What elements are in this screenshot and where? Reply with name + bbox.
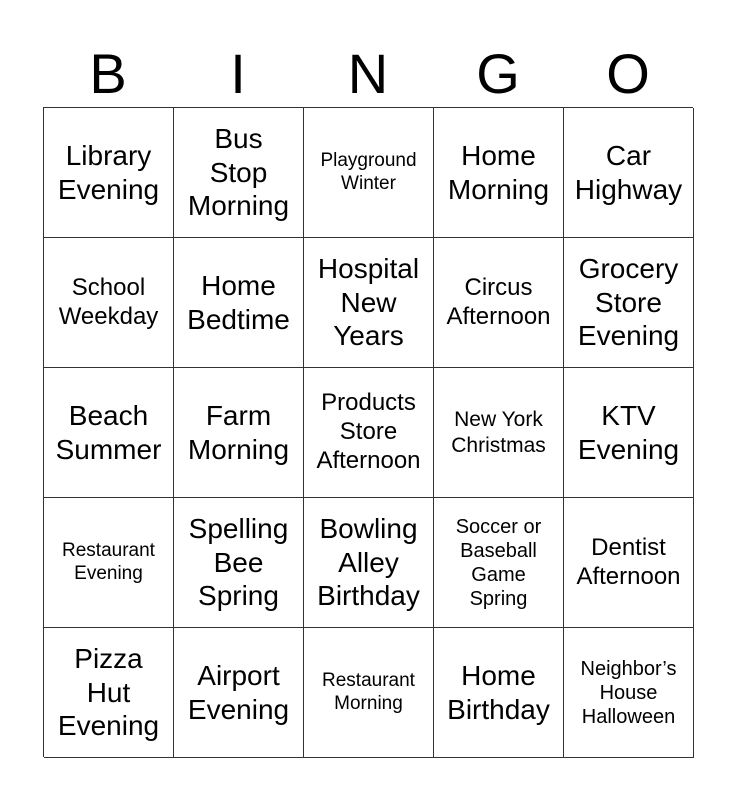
cell-text: Restaurant Evening — [62, 539, 155, 584]
bingo-cell[interactable] — [304, 108, 434, 238]
cell-text: Bus Stop Morning — [187, 123, 290, 222]
bingo-cell[interactable] — [174, 628, 304, 758]
header-letter-i: I — [230, 42, 246, 105]
cell-text: Hospital New Years — [317, 253, 420, 352]
cell-text: Grocery Store Evening — [577, 253, 680, 352]
bingo-cell[interactable] — [304, 238, 434, 368]
bingo-card-grid — [43, 107, 693, 757]
cell-text: School Weekday — [58, 273, 159, 330]
bingo-cell[interactable] — [434, 108, 564, 238]
cell-text: Pizza Hut Evening — [57, 643, 160, 742]
cell-text: Home Birthday — [447, 659, 550, 725]
bingo-cell[interactable] — [564, 628, 694, 758]
bingo-cell[interactable] — [44, 238, 174, 368]
bingo-cell[interactable] — [564, 238, 694, 368]
bingo-cell[interactable] — [44, 628, 174, 758]
cell-text: Soccer or Baseball Game Spring — [455, 515, 542, 610]
bingo-cell[interactable] — [44, 498, 174, 628]
cell-text: Car Highway — [574, 139, 683, 205]
cell-text: Products Store Afternoon — [316, 389, 421, 474]
bingo-cell[interactable] — [304, 498, 434, 628]
bingo-cell[interactable] — [174, 238, 304, 368]
bingo-cell[interactable] — [44, 368, 174, 498]
cell-text: Dentist Afternoon — [576, 533, 681, 590]
bingo-cell[interactable] — [174, 498, 304, 628]
cell-text: New York Christmas — [451, 408, 546, 457]
bingo-header — [43, 40, 693, 108]
cell-text: Home Morning — [447, 139, 550, 205]
cell-text: Airport Evening — [187, 659, 290, 725]
bingo-cell[interactable] — [564, 368, 694, 498]
bingo-cell[interactable] — [434, 238, 564, 368]
cell-text: Farm Morning — [187, 399, 290, 465]
cell-text: Bowling Alley Birthday — [317, 513, 420, 612]
cell-text: Library Evening — [57, 139, 160, 205]
header-letter-g: G — [476, 42, 520, 105]
bingo-cell[interactable] — [564, 498, 694, 628]
bingo-cell[interactable] — [564, 108, 694, 238]
bingo-cell[interactable] — [44, 108, 174, 238]
cell-text: Playground Winter — [320, 149, 417, 194]
cell-text: Restaurant Morning — [322, 669, 415, 714]
cell-text: Neighbor’s House Halloween — [580, 657, 677, 728]
bingo-cell[interactable] — [304, 368, 434, 498]
header-letter-o: O — [606, 42, 650, 105]
bingo-cell[interactable] — [434, 628, 564, 758]
bingo-cell[interactable] — [174, 108, 304, 238]
cell-text: Circus Afternoon — [446, 273, 551, 330]
bingo-cell[interactable] — [304, 628, 434, 758]
header-letter-n: N — [347, 42, 389, 105]
cell-text: Beach Summer — [55, 399, 162, 465]
bingo-cell[interactable] — [434, 368, 564, 498]
header-letter-b: B — [89, 42, 127, 105]
cell-text: Spelling Bee Spring — [188, 513, 289, 612]
bingo-cell[interactable] — [174, 368, 304, 498]
bingo-cell[interactable] — [434, 498, 564, 628]
cell-text: KTV Evening — [577, 399, 680, 465]
cell-text: Home Bedtime — [187, 269, 290, 335]
